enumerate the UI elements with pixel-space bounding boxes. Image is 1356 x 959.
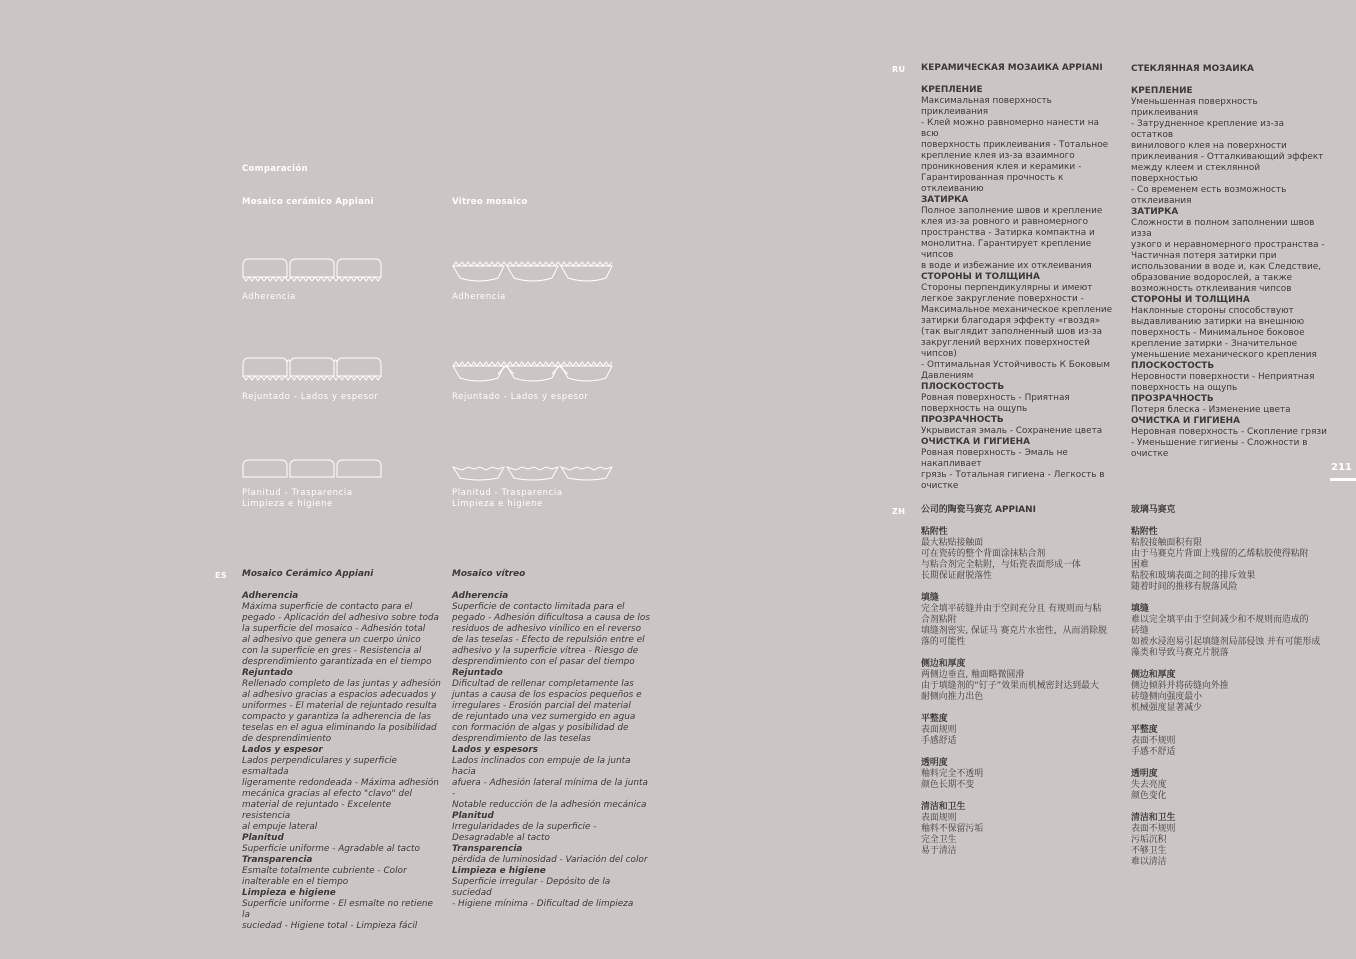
section-heading: Transparencia — [242, 855, 313, 865]
section-heading: Adherencia — [242, 591, 299, 601]
section-line: очистке — [921, 481, 959, 491]
section-heading: ПРОЗРАЧНОСТЬ — [921, 415, 1004, 425]
section-line: Lados perpendiculares y superficie esmaltada — [242, 756, 398, 777]
section-line: 最大粘贴接触面 — [921, 538, 984, 548]
section-line: compacto y garantiza la adherencia de las — [242, 712, 432, 722]
section-line: inalterable en el tiempo — [242, 877, 349, 887]
section-line: Superficie uniforme - El esmalte no retiene la — [242, 899, 433, 920]
section-heading: 平整度 — [921, 714, 948, 724]
section — [921, 714, 1126, 747]
section-heading: ПЛОСКОСТОСТЬ — [1131, 361, 1215, 371]
section-line: - Уменьшение гигиены - Сложности в — [1131, 438, 1308, 448]
section-line: 难以完全填平由于空间减少和不规则而造成的 — [1131, 615, 1309, 625]
section-line: 如被水浸泡易引起填缝剂局部侵蚀 并有可能形成 — [1131, 637, 1321, 647]
section-line: desprendimiento con el pasar del tiempo — [452, 657, 635, 667]
section-line: использовании в воде и, как Следствие, — [1131, 262, 1322, 272]
section — [1131, 207, 1327, 295]
section-line: Максимальное механическое крепление — [921, 305, 1113, 315]
section-line: поверхность - Минимальное боковое — [1131, 328, 1305, 338]
section-line: - Затрудненное крепление из-за остатков — [1131, 119, 1285, 140]
section-line: 釉料完全不透明 — [921, 769, 984, 779]
glass-label: Vitreo mosaico — [452, 197, 528, 207]
column-title: Mosaico Cerámico Appiani — [242, 569, 374, 579]
ceramic-flatness-diagram — [242, 458, 384, 480]
section-line: затирки благодаря эффекту «гвоздя» — [921, 316, 1101, 326]
section-line: между клеем и стеклянной поверхностью — [1131, 163, 1261, 184]
section-heading: 清洁和卫生 — [1131, 813, 1176, 823]
section-line: возможность отклеивания чипсов — [1131, 284, 1292, 294]
section-line: очистке — [1131, 449, 1169, 459]
section-line: поверхность на ощупь — [1131, 383, 1238, 393]
section-line: 表面规则 — [921, 813, 957, 823]
section-line: Потеря блеска - Изменение цвета — [1131, 405, 1291, 415]
glass-caption-adherence: Adherencia — [452, 292, 506, 302]
section — [452, 866, 652, 910]
glass-caption-flatness-line1: Planitud - Trasparencia — [452, 488, 563, 498]
section-heading: Rejuntado — [452, 668, 503, 678]
section-line: Наклонные стороны способствуют — [1131, 306, 1294, 316]
ceramic-caption-flatness — [242, 488, 353, 510]
section-line: con formación de algas y posibilidad de — [452, 723, 629, 733]
section-heading: 粘附性 — [921, 527, 948, 537]
section — [1131, 769, 1336, 802]
section — [242, 855, 442, 888]
section-line: пространства - Затирка компактна и — [921, 228, 1095, 238]
section-line: Superficie uniforme - Agradable al tacto — [242, 844, 420, 854]
section — [1131, 295, 1327, 361]
section-line: винилового клея на поверхности — [1131, 141, 1287, 151]
section-heading: 平整度 — [1131, 725, 1158, 735]
section-heading: ОЧИСТКА И ГИГИЕНА — [921, 437, 1030, 447]
section-line: mecánica gracias al efecto "clavo" del — [242, 789, 412, 799]
section — [921, 802, 1126, 857]
section-line: - Клей можно равномерно нанести на всю — [921, 118, 1099, 139]
lang-marker-es: ES — [215, 571, 228, 580]
section — [921, 415, 1117, 437]
section-line: 手感舒适 — [921, 736, 957, 746]
section — [452, 811, 652, 844]
column-title: 玻璃马赛克 — [1131, 505, 1176, 515]
section-line: 表面规则 — [921, 725, 957, 735]
section-line: 颜色长期不变 — [921, 780, 975, 790]
section-line: 困难 — [1131, 560, 1149, 570]
section — [1131, 361, 1327, 394]
ceramic-caption-flatness-line2: Limpieza e higiene — [242, 499, 333, 509]
section-line: pegado - Adhesión dificultosa a causa de los — [452, 613, 650, 623]
section — [452, 745, 652, 811]
ceramic-label: Mosaico cerámico Appiani — [242, 197, 374, 207]
section-line: 粘胶和玻璃表面之间的排斥效果 — [1131, 571, 1256, 581]
section-line: 完全卫生 — [921, 835, 957, 845]
section-line: Desagradable al tacto — [452, 833, 550, 843]
section-line: de desprendimiento — [242, 734, 332, 744]
section — [921, 85, 1117, 195]
section-line: Ровная поверхность - Эмаль не накапливает — [921, 448, 1068, 469]
section-heading: Lados y espesors — [452, 745, 539, 755]
section-line: Máxima superficie de contacto para el — [242, 602, 413, 612]
section-heading: Rejuntado — [242, 668, 293, 678]
section-heading: 填缝 — [921, 593, 939, 603]
section-line: клея из-за ровного и равномерного — [921, 217, 1088, 227]
section-line: выдавливанию затирки на внешнюю — [1131, 317, 1305, 327]
section-line: 釉料不保留污垢 — [921, 824, 984, 834]
section — [921, 527, 1126, 582]
section-line: 藻类和导致马赛克片脱落 — [1131, 648, 1229, 658]
section-line: - Оптимальная Устойчивость К Боковым — [921, 360, 1110, 370]
section-line: 耐侧向推力出色 — [921, 692, 984, 702]
section-line: Гарантированная прочность к отклеиванию — [921, 173, 1064, 194]
section-line: residuos de adhesivo vinílico en el reverso — [452, 624, 642, 634]
section-heading: СТОРОНЫ И ТОЛЩИНА — [921, 272, 1040, 282]
column-title: 公司的陶瓷马赛克 APPIANI — [921, 505, 1036, 515]
glass-adherence-diagram — [452, 262, 614, 284]
section-line: 完全填平砖缝并由于空间充分且 有规则而与粘 — [921, 604, 1102, 614]
section-line: Сложности в полном заполнении швов изза — [1131, 218, 1315, 239]
lang-marker-ru: RU — [892, 65, 906, 74]
section — [452, 844, 652, 866]
zh-glass-column — [1131, 505, 1336, 879]
section-line: 砖缝侧向强度最小 — [1131, 692, 1202, 702]
section-line: de rejuntado una vez sumergido en agua — [452, 712, 636, 722]
section — [242, 668, 442, 745]
section-heading: ЗАТИРКА — [921, 195, 969, 205]
section-line: приклеивания - Отталкивающий эффект — [1131, 152, 1324, 162]
section-line: отклеивания — [1131, 196, 1192, 206]
section — [921, 272, 1117, 382]
section-heading: ПРОЗРАЧНОСТЬ — [1131, 394, 1214, 404]
section-line: крепление клея из-за взаимного — [921, 151, 1075, 161]
es-glass-column — [452, 569, 652, 910]
section-heading: КРЕПЛЕНИЕ — [921, 85, 983, 95]
section-line: desprendimiento garantizada en el tiempo — [242, 657, 432, 667]
section-line: juntas a causa de los espacios pequeños e — [452, 690, 642, 700]
section-heading: Planitud — [242, 833, 284, 843]
section-line: Частичная потеря затирки при — [1131, 251, 1277, 261]
section — [242, 745, 442, 833]
glass-grouting-diagram — [452, 362, 614, 384]
section-line: Неровности поверхности - Неприятная — [1131, 372, 1315, 382]
section — [921, 593, 1126, 648]
section-line: 难以清洁 — [1131, 857, 1167, 867]
section-heading: Limpieza e higiene — [452, 866, 546, 876]
section — [921, 437, 1117, 492]
section-heading: 填缝 — [1131, 604, 1149, 614]
section-line: Полное заполнение швов и крепление — [921, 206, 1103, 216]
section-line: 与粘合剂完全粘附，与炻瓷表面形成一体 — [921, 560, 1081, 570]
section-line: Superficie de contacto limitada para el — [452, 602, 625, 612]
column-title: СТЕКЛЯННАЯ МОЗАИКА — [1131, 64, 1254, 74]
section-line: irregulares - Erosión parcial del material — [452, 701, 631, 711]
section-line: Уменьшенная поверхность приклеивания — [1131, 97, 1258, 118]
section-line: 填缝剂密实, 保证马 赛克片水密性，从而消除脱 — [921, 626, 1107, 636]
section-line: Стороны перпендикулярны и имеют — [921, 283, 1093, 293]
ceramic-caption-flatness-line1: Planitud - Trasparencia — [242, 488, 353, 498]
section-heading: 透明度 — [921, 758, 948, 768]
section-heading: 清洁和卫生 — [921, 802, 966, 812]
section-line: uniformes - El material de rejuntado resulta — [242, 701, 437, 711]
ceramic-adherence-diagram — [242, 257, 384, 283]
section — [1131, 394, 1327, 416]
section-line: de las teselas - Efecto de repulsión entre el — [452, 635, 645, 645]
column-title: Mosaico vítreo — [452, 569, 526, 579]
section-line: 落的可能性 — [921, 637, 966, 647]
section — [921, 758, 1126, 791]
glass-caption-flatness — [452, 488, 563, 510]
section-heading: 粘附性 — [1131, 527, 1158, 537]
section-line: Ровная поверхность - Приятная — [921, 393, 1070, 403]
ru-glass-column — [1131, 64, 1327, 460]
section-line: con la superficie en gres - Resistencia al — [242, 646, 422, 656]
section-line: Esmalte totalmente cubriente - Color — [242, 866, 407, 876]
section-heading: Adherencia — [452, 591, 509, 601]
section — [242, 591, 442, 668]
section-line: легкое закругление поверхности - — [921, 294, 1084, 304]
section-line: 侧边倾斜并将砖缝向外推 — [1131, 681, 1229, 691]
section-line: 易于清洁 — [921, 846, 957, 856]
section-heading: КРЕПЛЕНИЕ — [1131, 86, 1193, 96]
section-line: в воде и избежание их отклеивания — [921, 261, 1092, 271]
section-line: Lados inclinados con empuje de la junta hacia — [452, 756, 631, 777]
section-line: al adhesivo que genera un cuerpo único — [242, 635, 421, 645]
section-line: - Higiene mínima - Dificultad de limpieza — [452, 899, 634, 909]
section-heading: СТОРОНЫ И ТОЛЩИНА — [1131, 295, 1250, 305]
section-line: проникновения клея и керамики - — [921, 162, 1082, 172]
section — [242, 888, 442, 932]
section-line: suciedad - Higiene total - Limpieza fácil — [242, 921, 418, 931]
section-line: Максимальная поверхность приклеивания — [921, 96, 1052, 117]
section-line: 长期保证耐脱落性 — [921, 571, 992, 581]
section-line: уменьшение механического крепления — [1131, 350, 1317, 360]
section — [921, 382, 1117, 415]
section-line: teselas en el agua eliminando la posibilidad — [242, 723, 437, 733]
section-line: 砖缝 — [1131, 626, 1149, 636]
section-line: ligeramente redondeada - Máxima adhesión — [242, 778, 439, 788]
ceramic-caption-grouting: Rejuntado - Lados y espesor — [242, 392, 379, 402]
section — [1131, 813, 1336, 868]
section-line: Укрывистая эмаль - Сохранение цвета — [921, 426, 1103, 436]
lang-marker-zh: ZH — [892, 507, 906, 516]
glass-flatness-diagram — [452, 464, 614, 482]
section-line: 粘胶接触面积有限 — [1131, 538, 1202, 548]
section — [1131, 604, 1336, 659]
section-line: 手感不舒适 — [1131, 747, 1176, 757]
es-ceramic-column — [242, 569, 442, 932]
section-line: Давлениям — [921, 371, 974, 381]
column-title: КЕРАМИЧЕСКАЯ МОЗАИКА APPIANI — [921, 63, 1103, 73]
section-line: 污垢沉积 — [1131, 835, 1167, 845]
section-line: - Со временем есть возможность — [1131, 185, 1287, 195]
section-line: la superficie del mosaico - Adhesión total — [242, 624, 426, 634]
section-heading: Limpieza e higiene — [242, 888, 336, 898]
section-heading: Planitud — [452, 811, 494, 821]
section-heading: 透明度 — [1131, 769, 1158, 779]
section-line: Irregularidades de la superficie - — [452, 822, 597, 832]
section-line: Неровная поверхность - Скопление грязи — [1131, 427, 1327, 437]
section — [1131, 670, 1336, 714]
section-line: 表面不规则 — [1131, 824, 1176, 834]
section-heading: 侧边和厚度 — [921, 659, 966, 669]
section-heading: 侧边和厚度 — [1131, 670, 1176, 680]
section-heading: Transparencia — [452, 844, 523, 854]
section-line: adhesivo y la superficie vítrea - Riesgo de — [452, 646, 639, 656]
section-line: 由于马赛克片背面上残留的乙烯粘胶使得粘附 — [1131, 549, 1309, 559]
section-heading: ОЧИСТКА И ГИГИЕНА — [1131, 416, 1240, 426]
glass-caption-grouting: Rejuntado - Lados y espesor — [452, 392, 589, 402]
section — [1131, 416, 1327, 460]
section-line: 两侧边垂直, 釉面略微圆滑 — [921, 670, 1025, 680]
section-line: al adhesivo gracias a espacios adecuados y — [242, 690, 437, 700]
section — [1131, 86, 1327, 207]
section-line: 不够卫生 — [1131, 846, 1167, 856]
section-line: 随着时间的推移有脱落风险 — [1131, 582, 1238, 592]
section-line: 机械强度显著减少 — [1131, 703, 1202, 713]
zh-ceramic-column — [921, 505, 1126, 868]
section — [1131, 725, 1336, 758]
section-line: 颜色变化 — [1131, 791, 1167, 801]
glass-caption-flatness-line2: Limpieza e higiene — [452, 499, 543, 509]
section-line: грязь - Тотальная гигиена - Легкость в — [921, 470, 1105, 480]
section-heading: Lados y espesor — [242, 745, 323, 755]
section-line: (так выглядит заполненный шов из-за — [921, 327, 1103, 337]
page-number-bar — [1330, 478, 1356, 481]
section-line: закруглений верхних поверхностей чипсов) — [921, 338, 1090, 359]
section-line: узкого и неравномерного пространства - — [1131, 240, 1325, 250]
section-line: образование водорослей, а также — [1131, 273, 1293, 283]
section-line: 表面不规则 — [1131, 736, 1176, 746]
section-line: 失去亮度 — [1131, 780, 1167, 790]
section — [921, 659, 1126, 703]
section-line: al empuje lateral — [242, 822, 318, 832]
page-number: 211 — [1331, 462, 1352, 473]
section-heading: ЗАТИРКА — [1131, 207, 1179, 217]
section-line: крепление затирки - Значительное — [1131, 339, 1298, 349]
section-line: Dificultad de rellenar completamente las — [452, 679, 634, 689]
section — [921, 195, 1117, 272]
ceramic-caption-adherence: Adherencia — [242, 292, 296, 302]
section-line: desprendimiento de las teselas — [452, 734, 591, 744]
section-heading: ПЛОСКОСТОСТЬ — [921, 382, 1005, 392]
section-line: material de rejuntado - Excelente resistencia — [242, 800, 392, 821]
section — [1131, 527, 1336, 593]
section-line: Superficie irregular - Depósito de la suciedad — [452, 877, 611, 898]
section-line: поверхность приклеивания - Тотальное — [921, 140, 1109, 150]
section-line: 可在瓷砖的整个背面涂抹粘合剂 — [921, 549, 1046, 559]
ru-ceramic-column — [921, 63, 1117, 492]
section-line: pérdida de luminosidad - Variación del color — [452, 855, 648, 865]
section-line: afuera - Adhesión lateral mínima de la junta - — [452, 778, 648, 799]
ceramic-grouting-diagram — [242, 356, 384, 382]
section-line: 由于填缝剂的“钉子”效果而机械密封达到最大 — [921, 681, 1099, 691]
section-line: Rellenado completo de las juntas y adhesión — [242, 679, 441, 689]
comparison-title: Comparación — [242, 164, 308, 174]
section-line: pegado - Aplicación del adhesivo sobre toda — [242, 613, 439, 623]
section — [242, 833, 442, 855]
section — [452, 668, 652, 745]
section-line: поверхность на ощупь — [921, 404, 1028, 414]
section — [452, 591, 652, 668]
section-line: Notable reducción de la adhesión mecánica — [452, 800, 647, 810]
section-line: 合剂粘附 — [921, 615, 957, 625]
section-line: монолитна. Гарантирует крепление чипсов — [921, 239, 1092, 260]
